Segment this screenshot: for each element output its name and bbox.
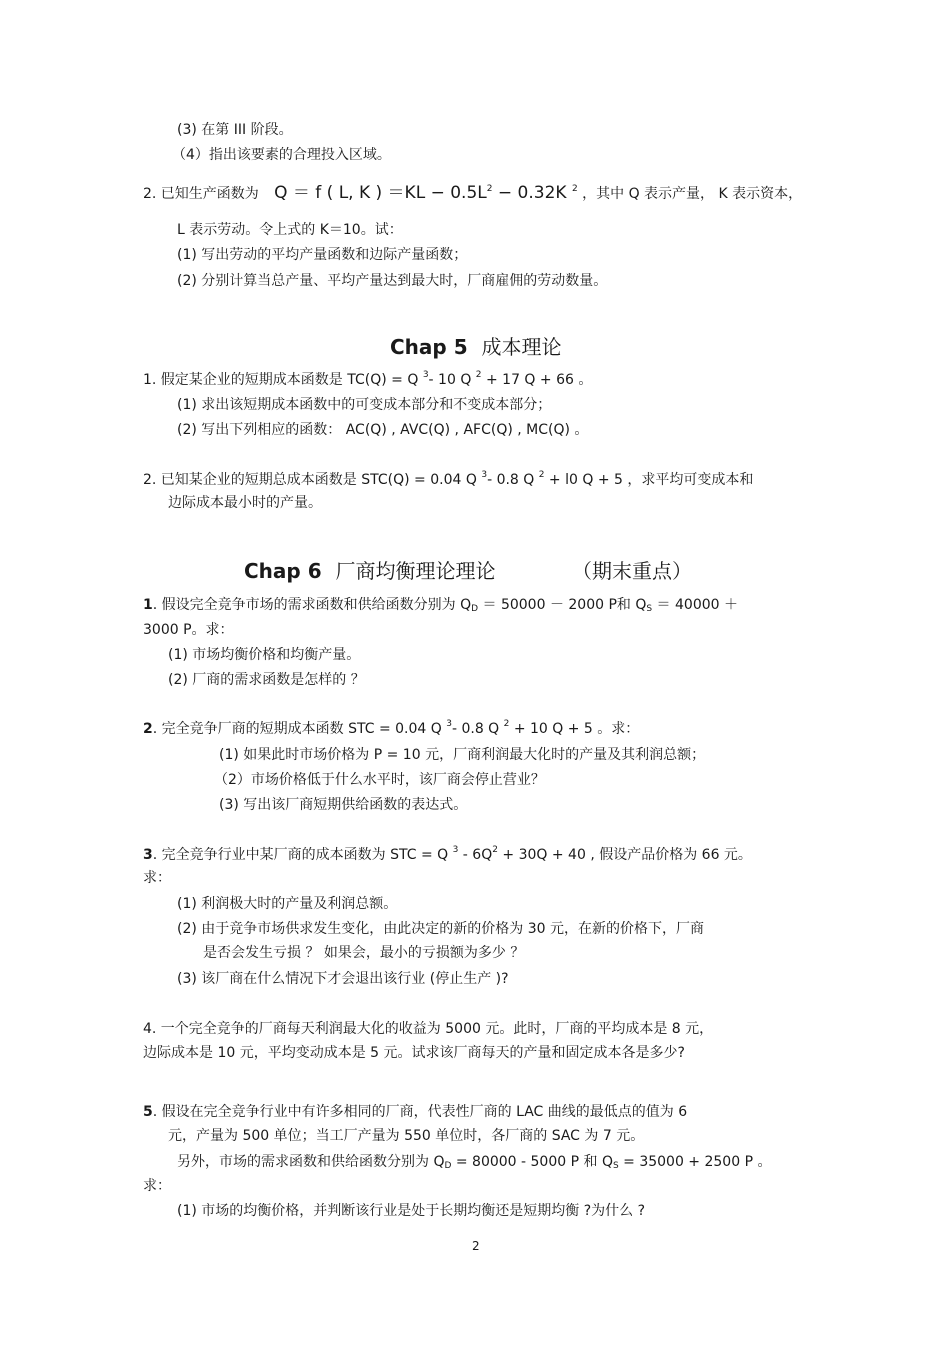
sup: 3 — [452, 845, 459, 855]
q3-post: + 30Q + 40 , 假设产品价格为 66 元。 — [497, 847, 752, 863]
chap6-q1-item-2: (2) 厂商的需求函数是怎样的 ？ — [168, 672, 365, 688]
sup: 3 — [422, 370, 429, 380]
chap6-q3-item-2-cont: 是否会发生亏损 ？ 如果会，最小的亏损额为多少 ？ — [203, 945, 525, 961]
q2-mid: - 0.8 Q — [451, 721, 504, 737]
sub: S — [646, 604, 653, 614]
chap6-q5-item-1: (1) 市场的均衡价格，并判断该行业是处于长期均衡还是短期均衡 ?为什么 ? — [177, 1203, 646, 1219]
prev-item-4: （4）指出该要素的合理投入区域。 — [172, 147, 391, 163]
chap6-q2-item-1: (1) 如果此时市场价格为 P = 10 元，厂商利润最大化时的产量及其利润总额； — [219, 747, 706, 763]
chap6-q1-item-1: (1) 市场均衡价格和均衡产量。 — [168, 647, 361, 663]
q-num: 5 — [143, 1104, 153, 1120]
chap6-q4-line2: 边际成本是 10 元，平均变动成本是 5 元。试求该厂商每天的产量和固定成本各是多少? — [143, 1045, 685, 1061]
q1-mid: - 10 Q — [428, 372, 476, 388]
q1-post: + 17 Q + 66 。 — [481, 372, 593, 388]
chap6-q4-line1: 4. 一个完全竞争的厂商每天利润最大化的收益为 5000 元。此时，厂商的平均成本是 8 元， — [143, 1021, 714, 1037]
q2-mid: - 0.8 Q — [487, 472, 539, 488]
q3-pre: . 完全竞争行业中某厂商的成本函数为 STC = Q — [152, 847, 453, 863]
chap6-q5-line2: 元，产量为 500 单位；当工厂产量为 550 单位时，各厂商的 SAC 为 7 元。 — [168, 1128, 645, 1144]
chap6-note — [572, 555, 692, 584]
ch4-q2-item-2: (2) 分别计算当总产量、平均产量达到最大时，厂商雇佣的劳动数量。 — [177, 273, 608, 289]
chap5-q1-item-2: (2) 写出下列相应的函数： AC(Q) , AVC(Q) , AFC(Q) , MC(Q) 。 — [177, 422, 589, 438]
chap6-q1-line2: 3000 P。求： — [143, 622, 234, 638]
production-formula — [263, 183, 577, 203]
chap5-q1-line1 — [143, 371, 592, 389]
q2-post: + l0 Q + 5 ，求平均可变成本和 — [544, 472, 754, 488]
q1-pre: . 假设完全竞争市场的需求函数和供给函数分别为 Q — [152, 597, 472, 613]
sup: 2 — [492, 845, 498, 855]
sup: 2 — [475, 370, 482, 380]
sup: 2 — [571, 184, 578, 194]
chap6-heading — [244, 555, 496, 584]
chap6-title-note: （期末重点） — [572, 559, 692, 583]
q1-mid: ＝ 50000 － 2000 P和 Q — [478, 597, 647, 613]
sup: 3 — [446, 719, 452, 729]
ch4-q2-line1 — [143, 184, 802, 203]
sup: 2 — [538, 470, 545, 480]
chap6-q2-line1 — [143, 720, 639, 738]
formula-part1: Q ＝ f ( L, K ) ＝KL − 0.5L — [274, 183, 487, 203]
chap6-q3-line2: 求： — [143, 870, 171, 886]
ch4-q2-post: ，其中 Q 表示产量， K 表示资本， — [582, 186, 803, 202]
chap6-q3-line1 — [143, 846, 752, 864]
q2-pre: . 完全竞争厂商的短期成本函数 STC = 0.04 Q — [152, 721, 447, 737]
chap5-q2-line2: 边际成本最小时的产量。 — [168, 495, 322, 511]
sub: D — [471, 604, 479, 614]
chap6-q1-line1 — [143, 596, 738, 614]
chap6-q5-line4: 求： — [143, 1178, 171, 1194]
chap5-title: Chap 5 — [390, 335, 468, 359]
q5-l3-post: = 35000 + 2500 P 。 — [618, 1154, 772, 1170]
sub: S — [612, 1161, 619, 1171]
page-number: 2 — [472, 1239, 480, 1253]
q1-pre: 1. 假定某企业的短期成本函数是 TC(Q) = Q — [143, 372, 423, 388]
ch4-q2-line2: L 表示劳动。令上式的 K＝10。试： — [177, 222, 403, 238]
chap6-q2-item-3: (3) 写出该厂商短期供给函数的表达式。 — [219, 797, 468, 813]
sub: D — [444, 1161, 452, 1171]
chap6-q5-line3 — [177, 1153, 771, 1171]
sup: 3 — [481, 470, 488, 480]
ch4-q2-item-1: (1) 写出劳动的平均产量函数和边际产量函数； — [177, 247, 468, 263]
q5-line1-text: . 假设在完全竞争行业中有许多相同的厂商，代表性厂商的 LAC 曲线的最低点的值为 6 — [152, 1104, 688, 1120]
formula-part2: − 0.32K — [492, 183, 572, 203]
chap6-title: Chap 6 — [244, 559, 322, 583]
chap5-q1-item-1: (1) 求出该短期成本函数中的可变成本部分和不变成本部分； — [177, 397, 552, 413]
q-num: 2 — [143, 721, 153, 737]
chap5-q2-line1 — [143, 471, 753, 489]
q5-l3-mid: = 80000 - 5000 P 和 Q — [451, 1154, 613, 1170]
chap6-title-cn: 厂商均衡理论理论 — [335, 559, 496, 583]
q1-post: ＝ 40000 ＋ — [652, 597, 738, 613]
q2-post: + 10 Q + 5 。求： — [509, 721, 640, 737]
ch4-q2-pre: 2. 已知生产函数为 — [143, 186, 259, 202]
chap5-title-cn: 成本理论 — [481, 335, 562, 359]
chap6-q3-item-3: (3) 该厂商在什么情况下才会退出该行业 (停止生产 )? — [177, 971, 509, 987]
q5-l3-pre: 另外，市场的需求函数和供给函数分别为 Q — [177, 1154, 445, 1170]
q2-pre: 2. 已知某企业的短期总成本函数是 STC(Q) = 0.04 Q — [143, 472, 482, 488]
q-num: 1 — [143, 597, 153, 613]
prev-item-3: (3) 在第 III 阶段。 — [177, 122, 293, 138]
chap5-heading — [390, 331, 562, 360]
sup: 2 — [503, 719, 510, 729]
chap6-q5-line1 — [143, 1103, 687, 1121]
sup: 2 — [486, 184, 493, 194]
chap6-q2-item-2: （2）市场价格低于什么水平时，该厂商会停止营业？ — [214, 772, 545, 788]
q-num: 3 — [143, 847, 153, 863]
chap6-q3-item-1: (1) 利润极大时的产量及利润总额。 — [177, 896, 398, 912]
q3-mid: - 6Q — [458, 847, 493, 863]
chap6-q3-item-2: (2) 由于竞争市场供求发生变化，由此决定的新的价格为 30 元，在新的价格下，厂商 — [177, 921, 704, 937]
